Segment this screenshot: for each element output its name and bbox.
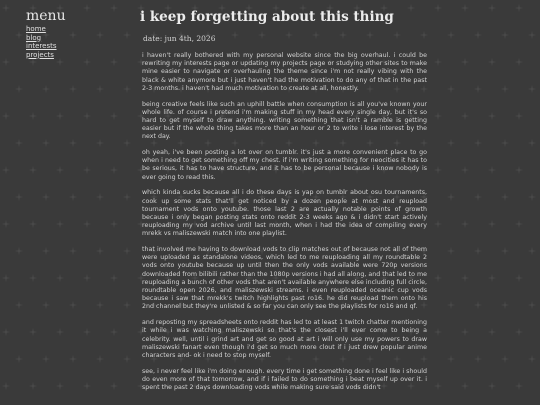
sparkle-icon xyxy=(15,301,23,309)
sparkle-icon xyxy=(83,328,91,336)
sparkle-icon xyxy=(515,4,523,12)
sparkle-icon xyxy=(42,85,50,93)
post-title: i keep forgetting about this thing xyxy=(140,9,394,25)
sparkle-icon xyxy=(42,139,50,147)
post-paragraph: see, i never feel like i'm doing enough. every time i get something done i feel like i should do even more of that tomorrow, and if i failed to do something i beat myself up over it. i spent the past 2 days downloading vods while making sure said vods didn't xyxy=(142,367,427,392)
sparkle-icon xyxy=(110,220,118,228)
sparkle-icon xyxy=(528,31,536,39)
sparkle-icon xyxy=(15,247,23,255)
post-paragraph: being creative feels like such an uphill battle when consumption is all you've known your whole life. of course i pretend i'm making stuff in my head every single day, but it's so hard to get myself to draw anything. writing something that isn't a ramble is getting easier but if the whole thing takes more than an hour or 2 to write i lose interest by the next day. xyxy=(142,100,427,141)
sparkle-icon xyxy=(29,166,37,174)
sparkle-icon xyxy=(56,166,64,174)
sparkle-icon xyxy=(110,382,118,390)
sparkle-icon xyxy=(96,139,104,147)
sparkle-icon xyxy=(515,220,523,228)
sparkle-icon xyxy=(110,166,118,174)
sparkle-icon xyxy=(110,274,118,282)
sparkle-icon xyxy=(69,355,77,363)
post-paragraph: which kinda sucks because all i do these days is yap on tumblr about osu tournaments, cook up some stats that'll get noticed by a dozen people at most and reupload tournament vods onto youtube. those last 2 are actually notable points of growth because i only began posting stats onto reddit 2-3 weeks ago & i didn't start actively reuploading my vod archive until last month, when i had the idea of compiling every mrekk vs maliszewski match into one playlist. xyxy=(142,189,427,238)
sparkle-icon xyxy=(56,220,64,228)
sparkle-icon xyxy=(528,193,536,201)
sparkle-icon xyxy=(501,85,509,93)
sparkle-icon xyxy=(461,328,469,336)
sparkle-icon xyxy=(461,4,469,12)
sparkle-icon xyxy=(96,355,104,363)
sparkle-icon xyxy=(447,31,455,39)
sparkle-icon xyxy=(515,112,523,120)
sparkle-icon xyxy=(69,193,77,201)
sparkle-icon xyxy=(474,355,482,363)
sparkle-icon xyxy=(83,274,91,282)
sidebar-menu xyxy=(26,8,126,59)
sparkle-icon xyxy=(96,247,104,255)
sparkle-icon xyxy=(15,85,23,93)
sparkle-icon xyxy=(528,301,536,309)
nav-link-interests[interactable]: interests xyxy=(26,42,57,50)
sparkle-icon xyxy=(29,382,37,390)
sparkle-icon xyxy=(83,166,91,174)
sparkle-icon xyxy=(488,220,496,228)
sparkle-icon xyxy=(474,247,482,255)
sparkle-icon xyxy=(83,112,91,120)
sparkle-icon xyxy=(56,274,64,282)
sparkle-icon xyxy=(2,58,10,66)
post-body xyxy=(140,52,427,392)
sparkle-icon xyxy=(434,4,442,12)
sparkle-icon xyxy=(29,274,37,282)
sparkle-icon xyxy=(110,58,118,66)
sparkle-icon xyxy=(69,139,77,147)
sparkle-icon xyxy=(461,274,469,282)
sparkle-icon xyxy=(434,58,442,66)
sparkle-icon xyxy=(447,85,455,93)
sparkle-icon xyxy=(83,58,91,66)
sparkle-icon xyxy=(474,31,482,39)
sparkle-icon xyxy=(447,193,455,201)
sparkle-icon xyxy=(123,355,131,363)
sparkle-icon xyxy=(515,166,523,174)
sparkle-icon xyxy=(29,58,37,66)
sparkle-icon xyxy=(501,31,509,39)
sparkle-icon xyxy=(56,382,64,390)
sparkle-icon xyxy=(474,139,482,147)
sparkle-icon xyxy=(2,112,10,120)
post-date: date: jun 4th, 2026 xyxy=(143,34,216,43)
sparkle-icon xyxy=(56,58,64,66)
sparkle-icon xyxy=(434,220,442,228)
sparkle-icon xyxy=(123,85,131,93)
sparkle-icon xyxy=(96,193,104,201)
sparkle-icon xyxy=(69,85,77,93)
sparkle-icon xyxy=(123,193,131,201)
sparkle-icon xyxy=(29,112,37,120)
sparkle-icon xyxy=(123,247,131,255)
sparkle-icon xyxy=(15,355,23,363)
sparkle-icon xyxy=(447,301,455,309)
sparkle-icon xyxy=(447,355,455,363)
sparkle-icon xyxy=(474,193,482,201)
sparkle-icon xyxy=(434,274,442,282)
sparkle-icon xyxy=(434,112,442,120)
sparkle-icon xyxy=(42,247,50,255)
post-paragraph: that involved me having to download vods to clip matches out of because not all of them were uploaded as standalone videos, which led to me reuploading all my roundtable 2 vods onto youtube because up until then the only vods available were 720p versions downloaded from bilibili rather than the 1080p versions i had all along, and that led to me reuploading a bunch of other vods that aren't available anywhere else including full circle, roundtable open 2026, and maliszewski streams. i even reuploaded oceanic cup vods because i saw that mrekk's twitch highlights past ro16. he did reupload them onto his 2nd channel but they're unlisted & so far you can only see the playlists for ro16 and qf. xyxy=(142,246,427,311)
sparkle-icon xyxy=(501,247,509,255)
sparkle-icon xyxy=(42,193,50,201)
sparkle-icon xyxy=(434,166,442,174)
post-paragraph: i haven't really bothered with my personal website since the big overhaul. i could be rewriting my interests page or updating my projects page or studying other sites to make mine easier to navigate or overhauling the theme since i'm not really vibing with the black & white anymore but i just haven't had the motivation to do any of that in the past 2-3 months. i haven't had much motivation to create at all, honestly. xyxy=(142,52,427,92)
sparkle-icon xyxy=(488,112,496,120)
sparkle-icon xyxy=(488,58,496,66)
sparkle-icon xyxy=(2,166,10,174)
sparkle-icon xyxy=(69,301,77,309)
sparkle-icon xyxy=(528,355,536,363)
sparkle-icon xyxy=(501,139,509,147)
sparkle-icon xyxy=(2,382,10,390)
sparkle-icon xyxy=(56,328,64,336)
sparkle-icon xyxy=(488,328,496,336)
nav-link-projects[interactable]: projects xyxy=(26,50,54,59)
sparkle-icon xyxy=(29,328,37,336)
sparkle-icon xyxy=(515,274,523,282)
sparkle-icon xyxy=(447,139,455,147)
sparkle-icon xyxy=(474,85,482,93)
sparkle-icon xyxy=(515,58,523,66)
blog-post xyxy=(140,8,427,400)
sparkle-icon xyxy=(528,85,536,93)
sparkle-icon xyxy=(501,355,509,363)
sparkle-icon xyxy=(461,220,469,228)
sparkle-icon xyxy=(29,220,37,228)
sparkle-icon xyxy=(528,247,536,255)
sparkle-icon xyxy=(15,139,23,147)
nav-link-home[interactable]: home xyxy=(26,25,46,33)
sparkle-icon xyxy=(461,166,469,174)
sparkle-icon xyxy=(488,4,496,12)
sparkle-icon xyxy=(447,247,455,255)
sparkle-icon xyxy=(83,382,91,390)
sparkle-icon xyxy=(474,301,482,309)
nav-link-blog[interactable]: blog xyxy=(26,33,42,42)
sparkle-icon xyxy=(15,193,23,201)
sparkle-icon xyxy=(2,4,10,12)
sparkle-icon xyxy=(434,328,442,336)
sparkle-icon xyxy=(42,301,50,309)
sparkle-icon xyxy=(123,139,131,147)
sparkle-icon xyxy=(2,220,10,228)
sparkle-icon xyxy=(501,301,509,309)
sparkle-icon xyxy=(488,166,496,174)
sparkle-icon xyxy=(515,382,523,390)
sparkle-icon xyxy=(488,382,496,390)
sparkle-icon xyxy=(461,112,469,120)
post-paragraph: and reposting my spreadsheets onto reddit has led to at least 1 twitch chatter mentioning it while i was watching maliszewski so that's the closest i'll ever come to being a celebrity. well, until i grind art and get so good at art i will only use my powers to draw maliszewski fanart even though i'd get so much more clout if i just drew popular anime characters and- ok i need to stop myself. xyxy=(142,319,427,359)
sparkle-icon xyxy=(69,247,77,255)
sparkle-icon xyxy=(501,193,509,201)
sparkle-icon xyxy=(123,301,131,309)
menu-title: menu xyxy=(26,8,66,24)
sparkle-icon xyxy=(488,274,496,282)
sparkle-icon xyxy=(110,112,118,120)
sparkle-icon xyxy=(515,328,523,336)
sparkle-icon xyxy=(15,31,23,39)
sparkle-icon xyxy=(56,112,64,120)
sparkle-icon xyxy=(528,139,536,147)
sparkle-icon xyxy=(2,274,10,282)
sparkle-icon xyxy=(96,85,104,93)
post-paragraph: oh yeah, i've been posting a lot over on tumblr. it's just a more convenient place to go when i need to get something off my chest. if i'm writing something for neocities it has to be serious, it has to have structure, and it has to be personal because i know nobody is ever going to read this. xyxy=(142,149,427,181)
sparkle-icon xyxy=(2,328,10,336)
sparkle-icon xyxy=(434,382,442,390)
sparkle-icon xyxy=(110,328,118,336)
sparkle-icon xyxy=(96,301,104,309)
sparkle-icon xyxy=(83,220,91,228)
sparkle-icon xyxy=(42,355,50,363)
sparkle-icon xyxy=(461,382,469,390)
sparkle-icon xyxy=(461,58,469,66)
